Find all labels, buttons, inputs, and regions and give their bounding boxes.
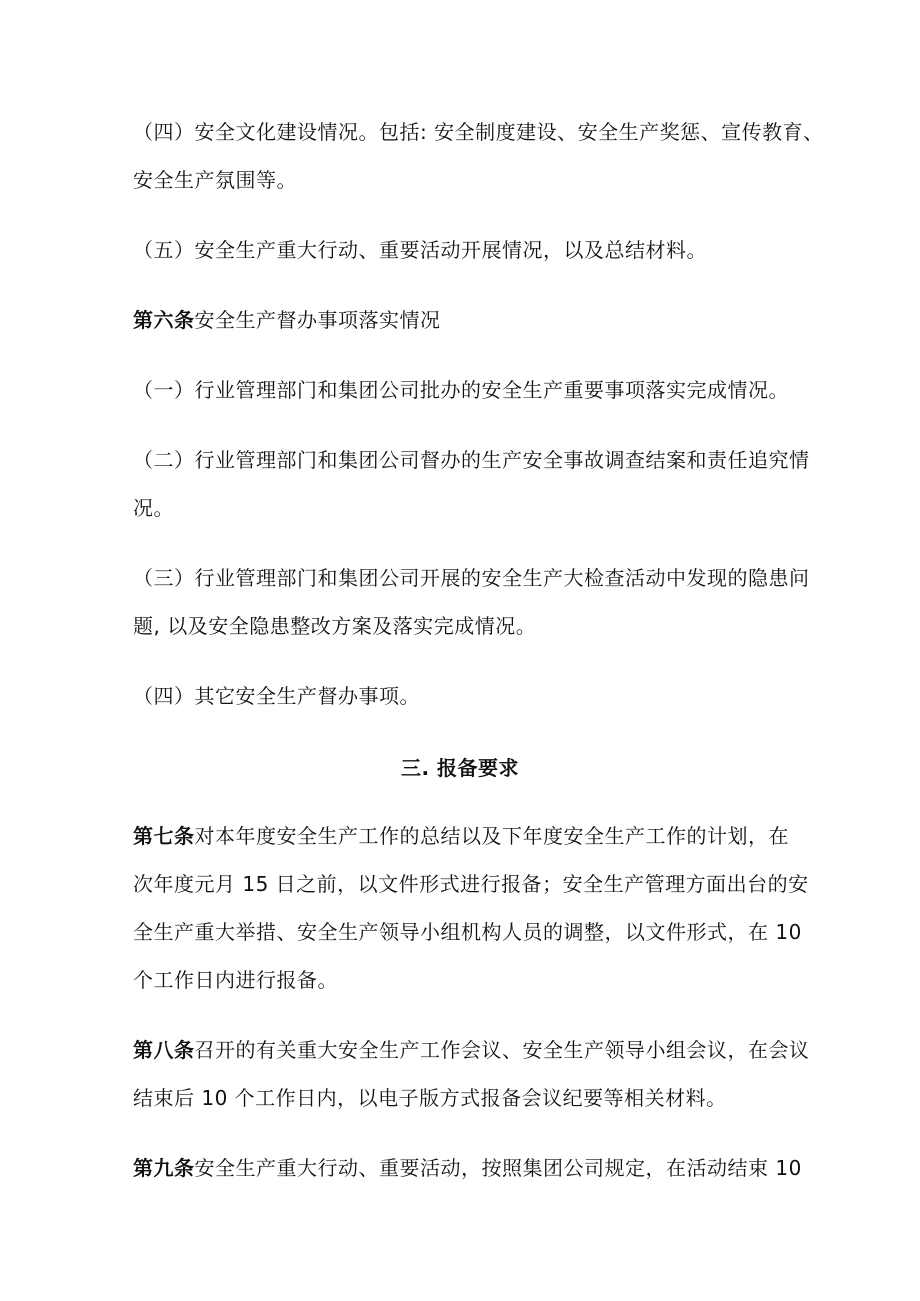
- article-7-line-3: 全生产重大举措、安全生产领导小组机构人员的调整，以文件形式，在 10: [133, 920, 802, 944]
- section-4-line-2: 安全生产氛围等。: [133, 168, 297, 192]
- article-6-title: 安全生产督办事项落实情况: [194, 308, 441, 332]
- article-6-item-2-line-2: 况。: [133, 496, 174, 520]
- article-8-line-1: [133, 1036, 810, 1064]
- article-7-line-1: [133, 822, 789, 850]
- article-8-text-1: 召开的有关重大安全生产工作会议、安全生产领导小组会议，在会议: [194, 1038, 810, 1062]
- section-3-heading: 三. 报备要求: [400, 756, 520, 780]
- article-9-line-1: [133, 1154, 802, 1182]
- section-5-line-1: （五）安全生产重大行动、重要活动开展情况，以及总结材料。: [133, 238, 707, 262]
- article-8-line-2: 结束后 10 个工作日内，以电子版方式报备会议纪要等相关材料。: [133, 1086, 727, 1110]
- article-7-text-1: 对本年度安全生产工作的总结以及下年度安全生产工作的计划，在: [194, 824, 789, 848]
- article-9-text-1: 安全生产重大行动、重要活动，按照集团公司规定，在活动结束 10: [194, 1156, 802, 1180]
- section-4-line-1: （四）安全文化建设情况。包括: 安全制度建设、安全生产奖惩、宣传教育、: [133, 120, 824, 144]
- article-8-label: 第八条: [133, 1038, 195, 1062]
- article-6-item-2-line-1: （二）行业管理部门和集团公司督办的生产安全事故调查结案和责任追究情: [133, 448, 810, 472]
- article-7-line-4: 个工作日内进行报备。: [133, 968, 338, 992]
- article-6-item-1: （一）行业管理部门和集团公司批办的安全生产重要事项落实完成情况。: [133, 378, 789, 402]
- article-7-line-2: 次年度元月 15 日之前，以文件形式进行报备；安全生产管理方面出台的安: [133, 872, 809, 896]
- article-6-label: 第六条: [133, 308, 195, 332]
- article-9-label: 第九条: [133, 1156, 195, 1180]
- article-7-label: 第七条: [133, 824, 195, 848]
- article-6-item-3-line-2: 题, 以及安全隐患整改方案及落实完成情况。: [133, 614, 537, 638]
- article-6-item-3-line-1: （三）行业管理部门和集团公司开展的安全生产大检查活动中发现的隐患问: [133, 566, 810, 590]
- article-6-item-4: （四）其它安全生产督办事项。: [133, 684, 420, 708]
- article-6-heading: [133, 306, 441, 334]
